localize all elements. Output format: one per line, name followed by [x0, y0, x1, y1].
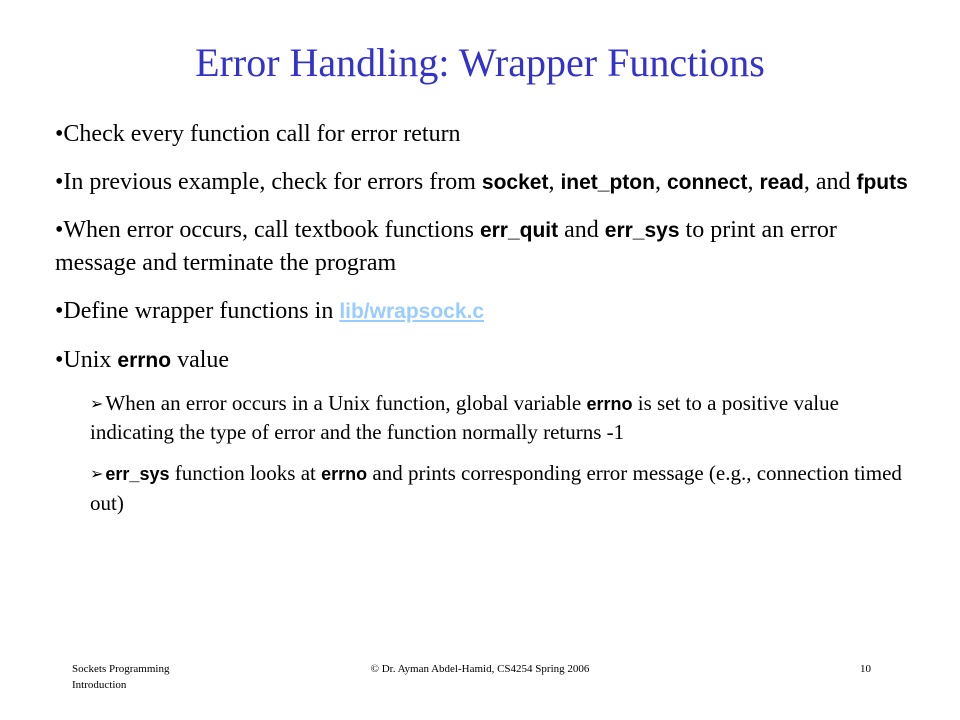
sub-bullet-errno-set	[90, 389, 920, 448]
footer-course-line1: Sockets Programming	[72, 663, 170, 675]
slide-content	[55, 118, 915, 530]
bullet-dot: •	[55, 217, 64, 244]
footer-course-line2: Introduction	[72, 678, 127, 691]
bullet-text: In previous example, check for errors from	[63, 169, 482, 196]
code-errno: errno	[321, 464, 368, 485]
footer-page-number: 10	[860, 663, 871, 675]
bullet-text: and	[558, 217, 605, 244]
slide-title: Error Handling: Wrapper Functions	[195, 40, 765, 85]
bullet-text: Check every function call for error return	[63, 121, 461, 147]
code-err-sys: err_sys	[604, 219, 680, 243]
bullet-dot: •	[55, 121, 64, 147]
bullet-text: ,	[654, 169, 667, 196]
bullet-text: Define wrapper functions in	[63, 298, 340, 325]
wrapsock-link[interactable]: lib/wrapsock.c	[339, 300, 485, 324]
code-fputs: fputs	[856, 171, 908, 195]
code-inet-pton: inet_pton	[560, 171, 655, 195]
bullet-unix-errno	[55, 344, 915, 377]
code-connect: connect	[666, 171, 748, 195]
bullet-text: to print an error message and terminate the program	[55, 217, 837, 277]
code-read: read	[759, 171, 804, 195]
bullet-error-occurs	[55, 214, 915, 280]
arrow-bullet-icon: ➢	[90, 466, 104, 484]
code-errno: errno	[117, 348, 172, 372]
code-err-quit: err_quit	[479, 219, 559, 243]
bullet-dot: •	[55, 169, 64, 196]
sub-bullet-text: function looks at	[169, 461, 322, 486]
arrow-bullet-icon: ➢	[90, 395, 104, 413]
bullet-dot: •	[55, 298, 64, 325]
bullet-text: Unix	[63, 346, 118, 373]
sub-bullet-err-sys	[90, 459, 920, 518]
sub-bullet-list	[90, 389, 920, 519]
bullet-previous-example	[55, 166, 915, 199]
bullet-check-calls	[55, 118, 915, 151]
code-socket: socket	[481, 171, 549, 195]
sub-bullet-text: is set to a positive value indicating the type of error and the function normally returns -1	[90, 390, 839, 445]
footer-copyright: © Dr. Ayman Abdel-Hamid, CS4254 Spring 2006	[370, 663, 590, 675]
bullet-wrapper-functions	[55, 295, 915, 328]
code-err-sys: err_sys	[105, 464, 170, 485]
bullet-text: , and	[803, 169, 857, 196]
sub-bullet-text: When an error occurs in a Unix function, global variable	[105, 390, 587, 415]
bullet-text: value	[171, 346, 230, 373]
sub-bullet-text: and prints corresponding error message (e.g., connection timed out)	[90, 461, 902, 515]
bullet-dot: •	[55, 346, 64, 373]
bullet-text: When error occurs, call textbook functions	[63, 217, 480, 244]
code-errno: errno	[586, 393, 633, 414]
bullet-text: ,	[747, 169, 760, 196]
bullet-text: ,	[548, 169, 561, 196]
